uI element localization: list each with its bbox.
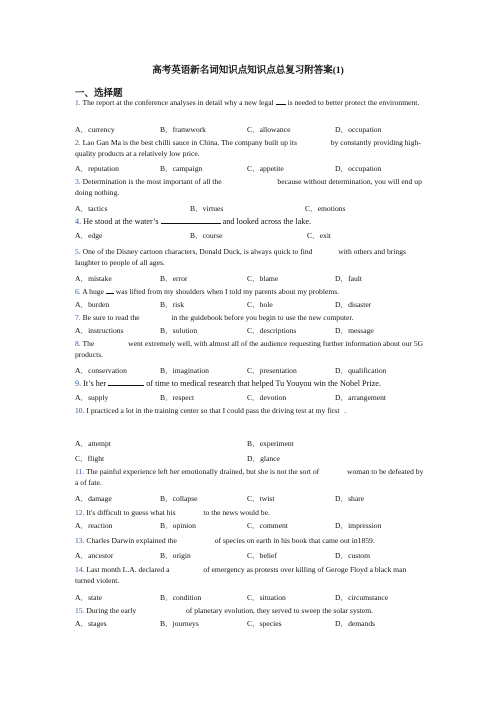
question-text: The painful experience left her emotionally drained, but she is not the sort of (85, 467, 320, 476)
options-row (75, 493, 435, 504)
option[interactable]: C．comment (247, 521, 288, 530)
question-number: 11. (75, 467, 85, 476)
option[interactable]: A．stages (75, 619, 107, 628)
question-number: 1. (75, 98, 81, 107)
question-8 (75, 338, 427, 360)
option[interactable]: A．attempt (75, 439, 111, 448)
options-row (75, 203, 435, 214)
question-7 (75, 312, 427, 323)
option[interactable]: B．opinion (160, 521, 196, 530)
option[interactable]: A．edge (75, 231, 103, 240)
question-text: of emergency as protests over killing of Geroge Floyd a black man turned violent. (75, 565, 407, 585)
answer-blank[interactable] (108, 378, 144, 386)
question-text: A huge (82, 287, 104, 296)
question-text: . (344, 406, 347, 415)
question-number: 3. (75, 177, 81, 186)
option[interactable]: C．descriptions (247, 326, 297, 335)
option[interactable]: B．condition (160, 593, 202, 602)
question-text: is needed to better protect the environment. (287, 98, 420, 107)
options-row (75, 392, 435, 403)
option[interactable]: A．currency (75, 125, 115, 134)
option[interactable]: D．message (335, 326, 374, 335)
answer-blank[interactable] (106, 286, 114, 294)
option[interactable]: B．error (160, 274, 188, 283)
options-row (75, 325, 435, 336)
question-text: of planetary evolution, they served to sweep the solar system. (185, 606, 374, 615)
question-6 (75, 286, 427, 297)
option[interactable]: A．tactics (75, 204, 108, 213)
options-row (75, 520, 435, 531)
option[interactable]: B．course (190, 231, 223, 240)
question-text: I practiced a lot in the training center so that I could pass the driving test at my first (86, 406, 340, 415)
options-row (75, 550, 435, 561)
option[interactable]: A．mistake (75, 274, 112, 283)
question-text: During the early (86, 606, 137, 615)
question-5 (75, 246, 427, 268)
question-number: 5. (75, 247, 81, 256)
question-14 (75, 564, 427, 586)
question-12 (75, 507, 427, 518)
question-text: by constantly providing high-quality products at a relatively low price. (75, 138, 421, 158)
option[interactable]: B．campaign (160, 164, 203, 173)
question-text: and looked across the lake. (222, 217, 312, 226)
question-text: One of the Disney cartoon characters, Donald Duck, is always quick to find (82, 247, 313, 256)
question-text: Charles Darwin explained the (86, 536, 177, 545)
option[interactable]: B．framework (160, 125, 206, 134)
answer-blank[interactable] (161, 216, 221, 224)
option[interactable]: D．fault (335, 274, 362, 283)
option[interactable]: B．solution (160, 326, 198, 335)
option[interactable]: A．reputation (75, 164, 119, 173)
options-row (75, 124, 435, 135)
option[interactable]: B．virtues (190, 204, 224, 213)
option[interactable]: B．imagination (160, 366, 209, 375)
option[interactable]: D．arrangement (335, 393, 387, 402)
option[interactable]: B．respect (160, 393, 195, 402)
question-number: 6. (75, 287, 81, 296)
option[interactable]: D．impression (335, 521, 382, 530)
question-text: He stood at the water’s (83, 217, 159, 226)
option[interactable]: C．belief (247, 551, 277, 560)
question-1 (75, 97, 427, 108)
question-text: woman to be defeated by a of fate. (75, 467, 424, 487)
options-row (75, 438, 435, 449)
option[interactable]: D．custom (335, 551, 371, 560)
option[interactable]: D．share (335, 494, 365, 503)
question-text: with others and brings laughter to people of all ages. (75, 247, 406, 267)
option[interactable]: B．risk (160, 300, 185, 309)
option[interactable]: C．emotions (305, 204, 346, 213)
option[interactable]: D．occupation (335, 125, 382, 134)
question-text: to the news would be. (203, 508, 270, 517)
question-text: because without determination, you will end up doing nothing. (75, 177, 422, 197)
option[interactable]: C．hole (247, 300, 273, 309)
question-10 (75, 405, 427, 416)
options-row (75, 453, 435, 464)
option[interactable]: C．blame (247, 274, 279, 283)
option[interactable]: A．supply (75, 393, 109, 402)
question-4 (75, 216, 427, 227)
answer-blank[interactable] (276, 97, 286, 105)
question-number: 14. (75, 565, 85, 574)
question-text: The report at the conference analyses in detail why a new legal (82, 98, 274, 107)
question-2 (75, 137, 427, 159)
question-number: 7. (75, 313, 81, 322)
option[interactable]: C．presentation (247, 366, 297, 375)
question-text: went extremely well, with almost all of the audience requesting further information about our 5G products. (75, 339, 424, 359)
question-text: in the guidebook before you begin to use the new computer. (171, 313, 354, 322)
question-3 (75, 176, 427, 198)
option[interactable]: C．flight (75, 454, 105, 463)
question-number: 9. (75, 379, 82, 388)
options-row (75, 592, 435, 603)
option[interactable]: B．origin (160, 551, 191, 560)
option[interactable]: B．experiment (247, 439, 294, 448)
option[interactable]: C．appetite (247, 164, 284, 173)
option[interactable]: D．circumstance (335, 593, 389, 602)
question-text: The (82, 339, 95, 348)
question-9 (75, 378, 427, 389)
option[interactable]: A．state (75, 593, 102, 602)
question-text: was lifted from my shoulders when I told my parents about my problems. (115, 287, 340, 296)
option[interactable]: D．occupation (335, 164, 382, 173)
question-text: of species on earth in his book that came out in1859. (214, 536, 375, 545)
question-text: of time to medical research that helped Tu Youyou win the Nobel Prize. (146, 379, 381, 388)
question-number: 13. (75, 536, 85, 545)
option[interactable]: C．allowance (247, 125, 291, 134)
option[interactable]: A．damage (75, 494, 112, 503)
question-text: Lao Gan Ma is the best chilli sauce in China. The company built up its (82, 138, 297, 147)
question-text: Be sure to read the (82, 313, 140, 322)
question-text: It’s her (83, 379, 107, 388)
options-row (75, 163, 435, 174)
question-11 (75, 466, 427, 488)
option[interactable]: A．ancestor (75, 551, 114, 560)
question-13 (75, 535, 427, 546)
option[interactable]: D．qualification (335, 366, 387, 375)
question-number: 10. (75, 406, 85, 415)
question-text: It's difficult to guess what his (86, 508, 176, 517)
options-row (75, 230, 435, 241)
option[interactable]: A．burden (75, 300, 110, 309)
question-number: 12. (75, 508, 85, 517)
options-row (75, 273, 435, 284)
section-heading: 一、选择题 (75, 89, 123, 99)
option[interactable]: D．glance (247, 454, 280, 463)
question-number: 15. (75, 606, 85, 615)
option[interactable]: B．journeys (160, 619, 199, 628)
option[interactable]: C．situation (247, 593, 286, 602)
question-text: Determination is the most important of all the (82, 177, 222, 186)
option[interactable]: A．reaction (75, 521, 113, 530)
options-row (75, 618, 435, 629)
option[interactable]: D．demands (335, 619, 376, 628)
option[interactable]: B．collapse (160, 494, 198, 503)
question-text: Last month L.A. declared a (86, 565, 170, 574)
options-row (75, 299, 435, 310)
question-number: 2. (75, 138, 81, 147)
option[interactable]: A．conservation (75, 366, 127, 375)
question-number: 4. (75, 217, 82, 226)
options-row (75, 365, 435, 376)
option[interactable]: C．devotion (247, 393, 287, 402)
document-title: 高考英语新名词知识点知识点总复习附答案(1) (152, 66, 344, 76)
option[interactable]: C．species (247, 619, 282, 628)
question-number: 8. (75, 339, 81, 348)
option[interactable]: A．instructions (75, 326, 124, 335)
question-15 (75, 605, 435, 616)
option[interactable]: C．exit (307, 231, 332, 240)
option[interactable]: D．disaster (335, 300, 372, 309)
option[interactable]: C．twist (247, 494, 275, 503)
